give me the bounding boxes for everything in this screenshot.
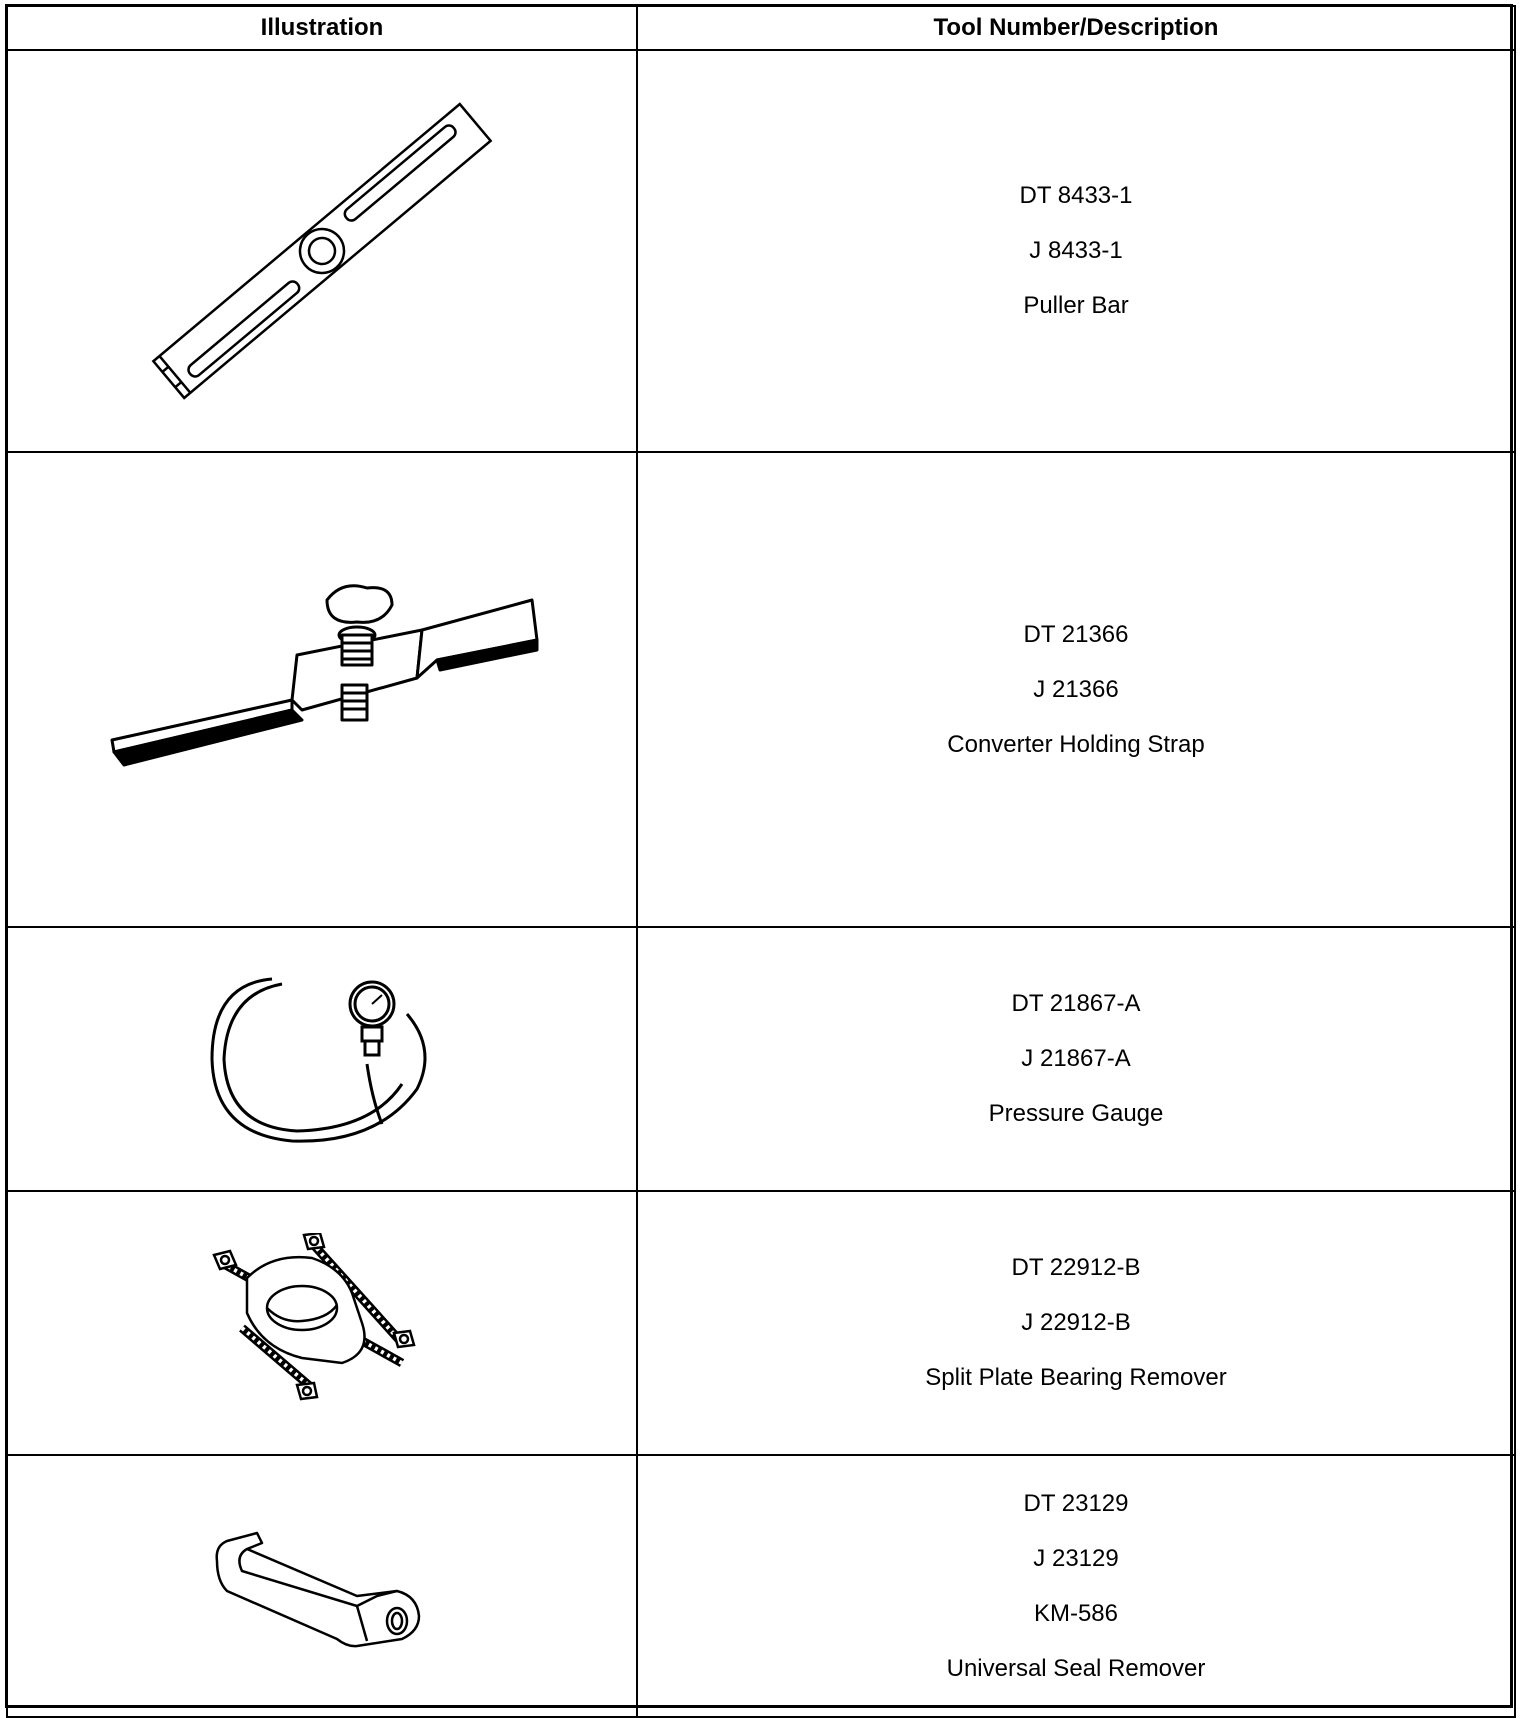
tool-number-j: J 22912-B: [1021, 1309, 1131, 1336]
description-cell: [637, 1455, 1515, 1717]
tool-description: Pressure Gauge: [988, 1100, 1164, 1127]
tool-number-j: J 21867-A: [1021, 1045, 1131, 1072]
tool-table: [6, 5, 1516, 1718]
header-illustration: Illustration: [7, 6, 637, 50]
tool-number-dt: DT 21867-A: [1011, 990, 1141, 1017]
tool-number-dt: DT 23129: [1023, 1489, 1129, 1517]
tool-number-dt: DT 8433-1: [1019, 182, 1133, 209]
tool-number-j: J 23129: [1033, 1544, 1119, 1572]
description-cell: [637, 452, 1515, 927]
tool-number-dt: DT 21366: [1023, 620, 1129, 648]
puller-bar-icon: [122, 86, 522, 416]
split-plate-bearing-remover-icon: [202, 1233, 442, 1413]
tool-description: Converter Holding Strap: [947, 730, 1205, 758]
illustration-cell: [7, 1191, 637, 1455]
tool-description: Split Plate Bearing Remover: [925, 1364, 1227, 1391]
tool-number-dt: DT 22912-B: [1011, 1254, 1141, 1281]
table-row: [7, 1455, 1515, 1717]
tool-description: Universal Seal Remover: [946, 1654, 1206, 1682]
pressure-gauge-icon: [202, 969, 442, 1149]
universal-seal-remover-icon: [207, 1521, 437, 1651]
illustration-cell: [7, 50, 637, 452]
table-row: [7, 1191, 1515, 1455]
header-row: [7, 6, 1515, 50]
illustration-cell: [7, 452, 637, 927]
description-cell: [637, 1191, 1515, 1455]
description-cell: [637, 50, 1515, 452]
header-tool-description: Tool Number/Description: [637, 6, 1515, 50]
converter-holding-strap-icon: [102, 560, 542, 820]
table-row: [7, 927, 1515, 1191]
tool-number-j: J 21366: [1033, 675, 1119, 703]
table-row: [7, 50, 1515, 452]
tool-number-km: KM-586: [1033, 1599, 1119, 1627]
tool-description: Puller Bar: [1023, 292, 1129, 319]
illustration-cell: [7, 1455, 637, 1717]
illustration-cell: [7, 927, 637, 1191]
tool-number-j: J 8433-1: [1029, 237, 1123, 264]
description-cell: [637, 927, 1515, 1191]
table-row: [7, 452, 1515, 927]
